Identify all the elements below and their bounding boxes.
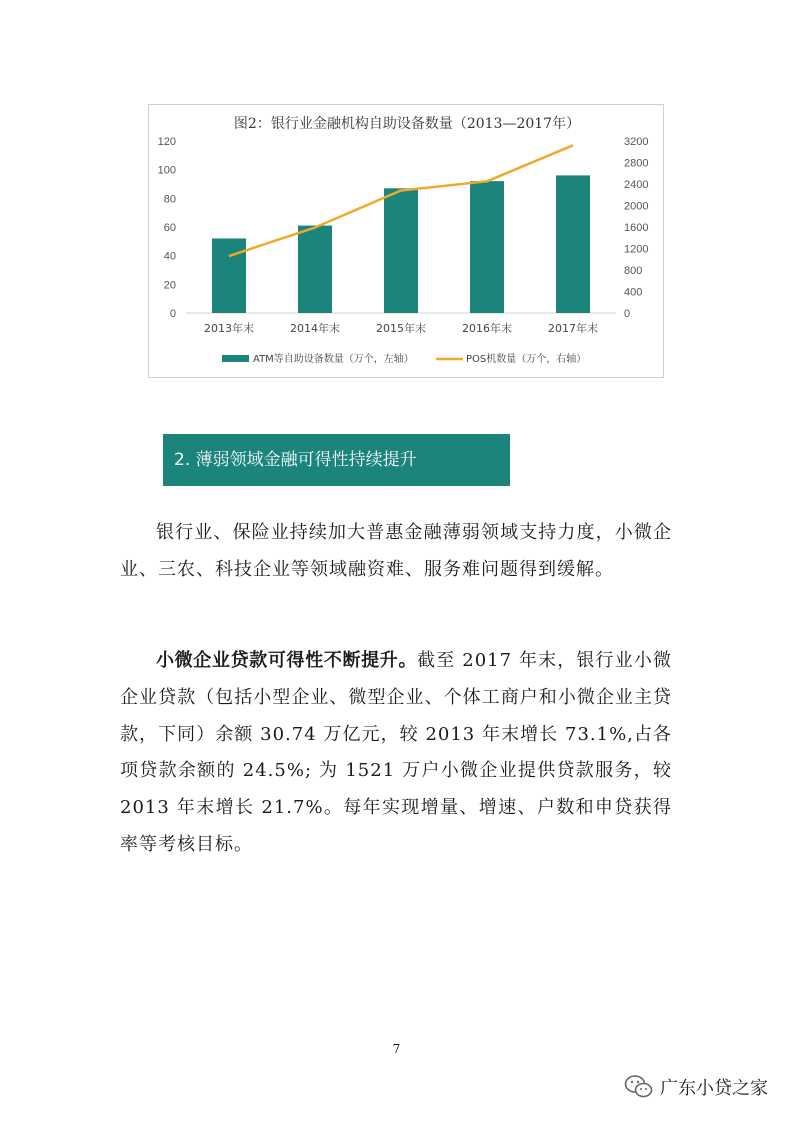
y-right-tick-label: 2000 [624, 200, 649, 213]
y-right-tick-label: 0 [624, 308, 631, 320]
paragraph-1: 银行业、保险业持续加大普惠金融薄弱领域支持力度，小微企业、三农、科技企业等领域融资难、服务难问题得到缓解。 [120, 522, 672, 580]
watermark-text: 广东小贷之家 [660, 1078, 768, 1099]
y-left-tick-label: 80 [163, 193, 176, 206]
legend-swatch-bar [222, 355, 249, 362]
x-tick-label: 2014年末 [290, 322, 340, 335]
y-left-tick-label: 60 [163, 222, 176, 234]
watermark [624, 1072, 768, 1102]
y-left-tick-label: 0 [169, 308, 176, 320]
x-tick-label: 2016年末 [462, 322, 512, 335]
bar [384, 188, 418, 313]
y-left-tick-label: 20 [163, 279, 176, 292]
paragraph-2 [120, 643, 672, 864]
wechat-icon [624, 1074, 654, 1100]
bar [212, 238, 246, 313]
x-tick-label: 2017年末 [548, 322, 598, 335]
bar [556, 175, 590, 313]
chart-title: 图2：银行业金融机构自助设备数量（2013—2017年） [233, 116, 581, 132]
y-left-tick-label: 120 [157, 136, 176, 148]
bar [470, 181, 504, 313]
y-right-tick-label: 400 [624, 286, 643, 299]
y-left-tick-label: 40 [163, 250, 176, 263]
legend-label-bar: ATM等自助设备数量（万个，左轴） [253, 354, 414, 365]
legend-label-line: POS机数量（万个，右轴） [466, 354, 587, 365]
chart-container [148, 104, 664, 378]
paragraph-2-body: 截至 2017 年末，银行业小微企业贷款（包括小型企业、微型企业、个体工商户和小微企业主贷款，下同）余额 30.74 万亿元，较 2013 年末增长 73.1%,占各项贷款余额的 24.5%; 为 1521 万户小微企业提供贷款服务，较 2013 年末增长 21.7%。每年实现增量、增速、户数和申贷获得率等考核目标。 [120, 650, 672, 855]
x-tick-label: 2015年末 [376, 322, 426, 335]
paragraph-2-lead: 小微企业贷款可得性不断提升。 [156, 650, 418, 671]
page-number: 7 [392, 1042, 401, 1056]
section-header: 2. 薄弱领域金融可得性持续提升 [163, 434, 510, 486]
y-right-tick-label: 1600 [624, 222, 649, 234]
y-left-tick-label: 100 [157, 164, 176, 177]
x-tick-label: 2013年末 [204, 322, 254, 335]
y-right-tick-label: 1200 [624, 243, 649, 256]
y-right-tick-label: 800 [624, 265, 643, 277]
y-right-tick-label: 2400 [624, 179, 649, 191]
y-right-tick-label: 3200 [624, 136, 649, 148]
bar [298, 226, 332, 313]
y-right-tick-label: 2800 [624, 157, 649, 170]
chart-svg [149, 105, 665, 379]
